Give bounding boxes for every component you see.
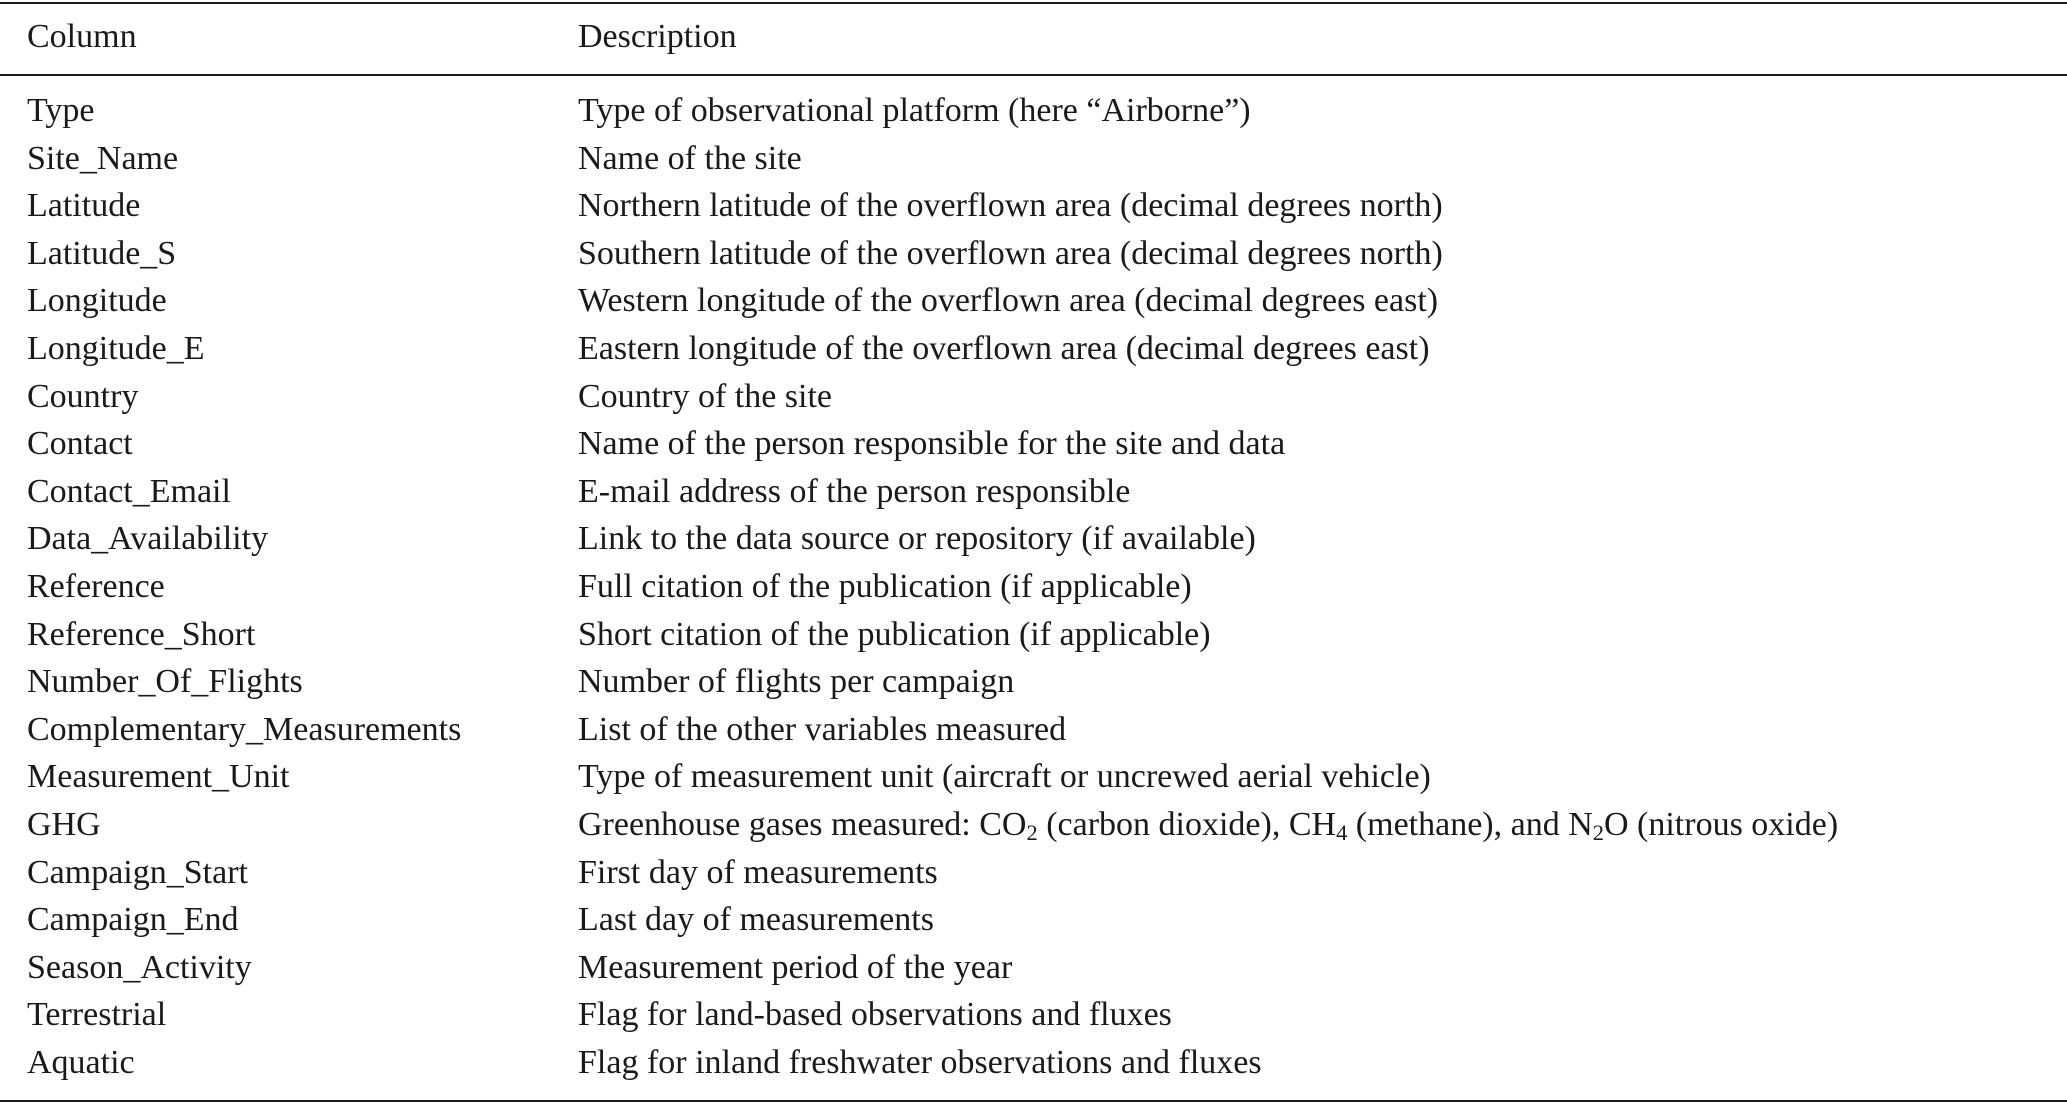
- table-row: [0, 753, 2067, 800]
- cell-column-name: Complementary_Measurements: [27, 710, 462, 748]
- cell-description: List of the other variables measured: [578, 710, 1067, 748]
- cell-column-name: Measurement_Unit: [27, 758, 290, 796]
- cell-column-name: Contact: [27, 425, 133, 463]
- cell-description: Type of measurement unit (aircraft or uncrewed aerial vehicle): [578, 758, 1431, 796]
- table-row: [0, 325, 2067, 372]
- cell-column-name: Site_Name: [27, 139, 179, 177]
- table-row: [0, 373, 2067, 420]
- cell-column-name: Aquatic: [27, 1044, 135, 1081]
- cell-column-name: Terrestrial: [27, 996, 167, 1034]
- cell-description: Name of the site: [578, 139, 802, 177]
- cell-column-name: Season_Activity: [27, 948, 252, 986]
- table-row: [0, 991, 2067, 1038]
- cell-description: Flag for land-based observations and fluxes: [578, 996, 1172, 1034]
- cell-column-name: Data_Availability: [27, 520, 269, 558]
- cell-description: Southern latitude of the overflown area (decimal degrees north): [578, 234, 1443, 272]
- table-row: [0, 1039, 2067, 1086]
- cell-description: Link to the data source or repository (if available): [578, 520, 1256, 558]
- cell-description: Measurement period of the year: [578, 948, 1013, 986]
- cell-description: Name of the person responsible for the site and data: [578, 425, 1286, 463]
- table-row: [0, 706, 2067, 753]
- cell-description: First day of measurements: [578, 853, 938, 891]
- cell-column-name: Latitude: [27, 187, 141, 225]
- cell-description: Last day of measurements: [578, 901, 934, 939]
- table-row: [0, 87, 2067, 134]
- table-row: [0, 182, 2067, 229]
- table-header-rule: [0, 74, 2067, 76]
- table-row: [0, 801, 2067, 848]
- cell-description: Short citation of the publication (if applicable): [578, 615, 1211, 653]
- table-row: [0, 515, 2067, 562]
- cell-description: Number of flights per campaign: [578, 663, 1015, 701]
- table-row: [0, 849, 2067, 896]
- table-row: [0, 611, 2067, 658]
- table-row: [0, 563, 2067, 610]
- table-row: [0, 658, 2067, 705]
- cell-description: E-mail address of the person responsible: [578, 472, 1131, 510]
- table-row: [0, 944, 2067, 991]
- cell-description: Flag for inland freshwater observations and fluxes: [578, 1044, 1262, 1081]
- table-row: [0, 468, 2067, 515]
- cell-column-name: Campaign_End: [27, 901, 239, 939]
- cell-column-name: Latitude_S: [27, 234, 177, 272]
- cell-description: Northern latitude of the overflown area (decimal degrees north): [578, 187, 1443, 225]
- cell-column-name: Campaign_Start: [27, 853, 248, 891]
- table-row: [0, 277, 2067, 324]
- table-row: [0, 420, 2067, 467]
- cell-description: Country of the site: [578, 377, 833, 415]
- table-row: [0, 230, 2067, 277]
- table-row: [0, 896, 2067, 943]
- cell-column-name: Reference_Short: [27, 615, 256, 653]
- cell-column-name: Number_Of_Flights: [27, 663, 303, 701]
- table-top-rule: [0, 2, 2067, 4]
- table-row: [0, 135, 2067, 182]
- header-description: Description: [578, 18, 737, 55]
- header-column: Column: [27, 18, 137, 55]
- cell-description: Eastern longitude of the overflown area (decimal degrees east): [578, 330, 1430, 367]
- cell-description: Western longitude of the overflown area (decimal degrees east): [578, 282, 1439, 320]
- cell-column-name: Type: [27, 92, 95, 129]
- cell-column-name: Longitude_E: [27, 330, 205, 367]
- table-bottom-rule: [0, 1100, 2067, 1102]
- cell-column-name: Reference: [27, 568, 165, 605]
- cell-description: Greenhouse gases measured: $CO_2$ (carbon dioxide), $CH_4$ (methane), and $N_2O$ (nitrous oxide): [578, 806, 1839, 845]
- cell-column-name: Country: [27, 377, 139, 415]
- table-header-row: [0, 13, 2067, 60]
- cell-description: Type of observational platform (here “Airborne”): [578, 92, 1251, 129]
- cell-column-name: GHG: [27, 806, 101, 843]
- cell-column-name: Contact_Email: [27, 472, 231, 510]
- cell-column-name: Longitude: [27, 282, 167, 320]
- cell-description: Full citation of the publication (if applicable): [578, 568, 1192, 605]
